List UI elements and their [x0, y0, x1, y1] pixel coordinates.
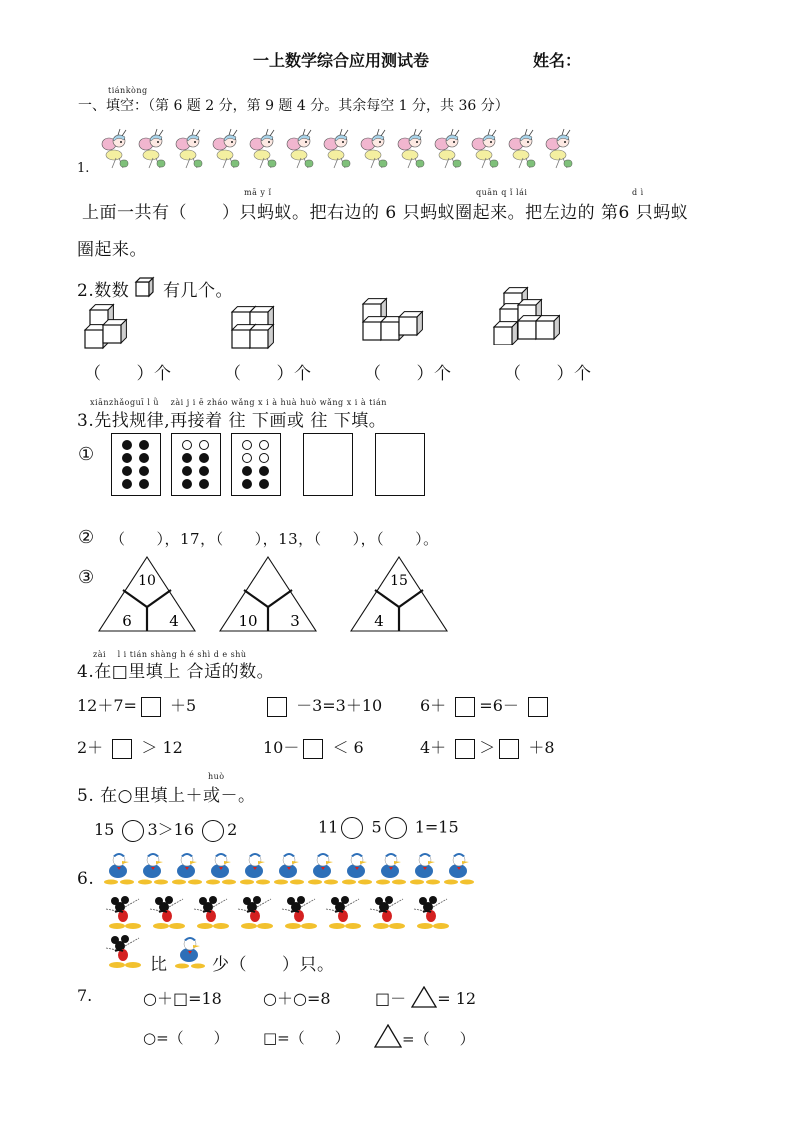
expr-text: 6＋ — [420, 696, 452, 715]
donald-duck-icon — [307, 850, 339, 890]
dot-pattern-box — [231, 433, 281, 496]
expr-text: 15 — [94, 820, 120, 839]
q7-eq1 — [143, 986, 222, 1009]
expr-text: =（ ） — [156, 1029, 229, 1047]
circle-symbol: ○ — [292, 989, 307, 1008]
triangle-left-value: 10 — [238, 612, 258, 630]
q1-line2: 圈起来。 — [77, 240, 147, 260]
cube-icon — [134, 276, 156, 298]
mickey-mouse-icon — [411, 895, 453, 935]
donald-duck-icon — [174, 955, 206, 974]
answer-circle[interactable] — [385, 817, 407, 839]
q7-eq2 — [263, 986, 331, 1009]
expr-text: ＞ 12 — [136, 738, 183, 757]
triangle-right-value: 3 — [290, 612, 300, 630]
triangle-left-value: 6 — [122, 612, 132, 630]
expr-text: ＞ — [479, 738, 496, 757]
q2-answer-4[interactable]: （ ）个 — [504, 364, 592, 384]
q3-heading: 3.先找规律,再接着 往 下画或 往 下填。 — [77, 411, 387, 431]
cube-figure-1 — [82, 300, 142, 352]
donald-duck-icon — [171, 850, 203, 890]
page-title: 一上数学综合应用测试卷 — [253, 51, 430, 70]
donald-duck-icon — [137, 850, 169, 890]
ant-icon[interactable] — [542, 128, 576, 176]
mickey-mouse-icon — [103, 955, 145, 974]
answer-circle[interactable] — [122, 820, 144, 842]
q4-row2-col1 — [77, 735, 183, 759]
pinyin-mayi: mā y ǐ — [244, 188, 272, 197]
ant-icon[interactable] — [468, 128, 502, 176]
donald-duck-icon — [103, 850, 135, 890]
mickey-mouse-icon — [191, 895, 233, 935]
q3-sequence[interactable]: （ ），17，（ ），13，（ ），（ ）。 — [110, 530, 439, 548]
q6-number: 6. — [77, 869, 95, 889]
answer-box[interactable] — [528, 697, 548, 717]
q3-part3-label: ③ — [78, 567, 95, 588]
ant-icon[interactable] — [394, 128, 428, 176]
mickey-mouse-icon — [367, 895, 409, 935]
dot-pattern-box — [111, 433, 161, 496]
donald-duck-icon — [273, 850, 305, 890]
donald-duck-icon — [205, 850, 237, 890]
mickey-mouse-icon — [235, 895, 277, 935]
triangle-right-value: 4 — [169, 612, 179, 630]
ant-icon[interactable] — [172, 128, 206, 176]
expr-text: 12＋7= — [77, 696, 137, 715]
circle-symbol: ○ — [263, 989, 277, 1008]
expr-text: ＜ 6 — [327, 738, 364, 757]
triangle-left-value: 4 — [374, 612, 384, 630]
expr-text: 11 — [318, 817, 339, 837]
donald-duck-icon — [409, 850, 441, 890]
expr-text: －3=3＋10 — [291, 696, 383, 715]
answer-box[interactable] — [455, 697, 475, 717]
q7-eq3 — [375, 986, 476, 1009]
answer-box[interactable] — [112, 739, 132, 759]
ant-icon[interactable] — [320, 128, 354, 176]
q3-pinyin: xiānzhǎoguī l ǜ zài j i ē zháo wǎng x i à huà huò wǎng x i à tián — [90, 398, 387, 407]
dot-pattern-box — [171, 433, 221, 496]
triangle-top-value: 15 — [390, 573, 408, 589]
expr-text: ＋8 — [523, 738, 555, 757]
pinyin-tiankong: tiánkòng — [108, 86, 148, 95]
expr-text: =6－ — [479, 696, 524, 715]
ant-icon[interactable] — [209, 128, 243, 176]
triangle-top-value: 10 — [138, 573, 156, 589]
triangle-symbol-icon — [374, 1024, 402, 1048]
pinyin-di: d ì — [632, 188, 644, 197]
mickey-mouse-icon — [279, 895, 321, 935]
q7-ans-square[interactable]: □=（ ） — [263, 1029, 350, 1047]
expr-text: 3＞16 — [147, 820, 200, 839]
q2-answer-2[interactable]: （ ）个 — [224, 364, 312, 384]
q4-row1-col2 — [263, 693, 382, 717]
answer-box[interactable] — [455, 739, 475, 759]
q2-answer-1[interactable]: （ ）个 — [84, 364, 172, 384]
ant-icon[interactable] — [98, 128, 132, 176]
q4-row1-col3 — [420, 693, 552, 717]
q1-line1: 上面一共有（ ）只蚂蚁。把右边的 6 只蚂蚁圈起来。把左边的 第6 只蚂蚁 — [82, 203, 689, 223]
donald-duck-icon — [341, 850, 373, 890]
expr-text: = 12 — [437, 989, 477, 1008]
q5-heading: 5. 在○里填上＋或－。 — [77, 786, 256, 806]
mickey-mouse-icon — [147, 895, 189, 935]
answer-box[interactable] — [267, 697, 287, 717]
pinyin-quanqilai: quān q ǐ lái — [476, 188, 528, 197]
q3-part2-label: ② — [78, 527, 95, 548]
mickey-mouse-icon — [323, 895, 365, 935]
section-heading: 一、填空：（第 6 题 2 分，第 9 题 4 分。其余每空 1 分，共 36 分） — [78, 98, 509, 114]
ant-icon[interactable] — [505, 128, 539, 176]
mickey-single — [103, 934, 145, 974]
cube-figure-4 — [490, 283, 560, 345]
cube-figure-2 — [228, 300, 288, 352]
answer-box[interactable] — [499, 739, 519, 759]
expr-text: 1=15 — [409, 817, 459, 837]
q4-row2-col2 — [263, 735, 364, 759]
donald-row — [103, 850, 475, 890]
expr-text: 5 — [366, 817, 382, 837]
expr-text: ＋ — [276, 989, 293, 1008]
q3-part1-label: ① — [78, 444, 95, 465]
expr-text: 4＋ — [420, 738, 452, 757]
mickey-mouse-icon — [103, 895, 145, 935]
number-triangle — [350, 556, 448, 632]
expr-text: 2 — [227, 820, 238, 839]
q6-compare-end[interactable]: 少（ ）只。 — [212, 955, 335, 975]
empty-pattern-box[interactable] — [375, 433, 425, 496]
q7-number: 7. — [77, 986, 93, 1005]
q2-suffix: 有几个。 — [163, 281, 233, 301]
empty-pattern-box[interactable] — [303, 433, 353, 496]
answer-box[interactable] — [303, 739, 323, 759]
expr-text: 10－ — [263, 738, 300, 757]
q5-pinyin: huò — [208, 772, 225, 781]
cube-figure-3 — [359, 292, 429, 344]
answer-box[interactable] — [141, 697, 161, 717]
q4-row2-col3 — [420, 735, 555, 759]
ant-icon[interactable] — [135, 128, 169, 176]
q2-answer-3[interactable]: （ ）个 — [364, 364, 452, 384]
name-label: 姓名： — [533, 51, 582, 70]
ant-icon[interactable] — [357, 128, 391, 176]
ant-icon[interactable] — [283, 128, 317, 176]
q4-pinyin: zài l i tián shàng h é shì d e shù — [93, 650, 247, 659]
expr-text: □－ — [375, 989, 407, 1008]
ant-icon[interactable] — [431, 128, 465, 176]
expr-text: =8 — [306, 989, 331, 1008]
q2-prefix: 2.数数 — [77, 281, 130, 301]
donald-duck-icon — [375, 850, 407, 890]
q7-ans-circle[interactable] — [143, 1027, 229, 1048]
q5-expr2 — [318, 817, 459, 839]
circle-symbol: ○ — [143, 989, 157, 1008]
answer-circle[interactable] — [202, 820, 224, 842]
circle-symbol: ○ — [143, 1029, 157, 1047]
q5-expr1 — [94, 817, 237, 842]
triangle-symbol-icon — [411, 986, 437, 1008]
q7-ans-triangle[interactable] — [374, 1024, 475, 1049]
answer-circle[interactable] — [341, 817, 363, 839]
donald-single — [174, 934, 206, 974]
number-triangle — [98, 556, 196, 632]
mickey-row — [103, 895, 453, 935]
donald-duck-icon — [239, 850, 271, 890]
number-triangle — [219, 556, 317, 632]
q1-number: 1. — [77, 161, 90, 176]
q4-row1-col1 — [77, 693, 196, 717]
expr-text: 2＋ — [77, 738, 109, 757]
expr-text: ＋□=18 — [156, 989, 222, 1008]
expr-text: =（ ） — [402, 1030, 475, 1048]
q4-heading: 4.在□里填上 合适的数。 — [77, 662, 275, 682]
ant-icon[interactable] — [246, 128, 280, 176]
q6-compare-mid: 比 — [150, 955, 168, 975]
ant-row — [98, 128, 576, 176]
expr-text: ＋5 — [164, 696, 197, 715]
donald-duck-icon — [443, 850, 475, 890]
